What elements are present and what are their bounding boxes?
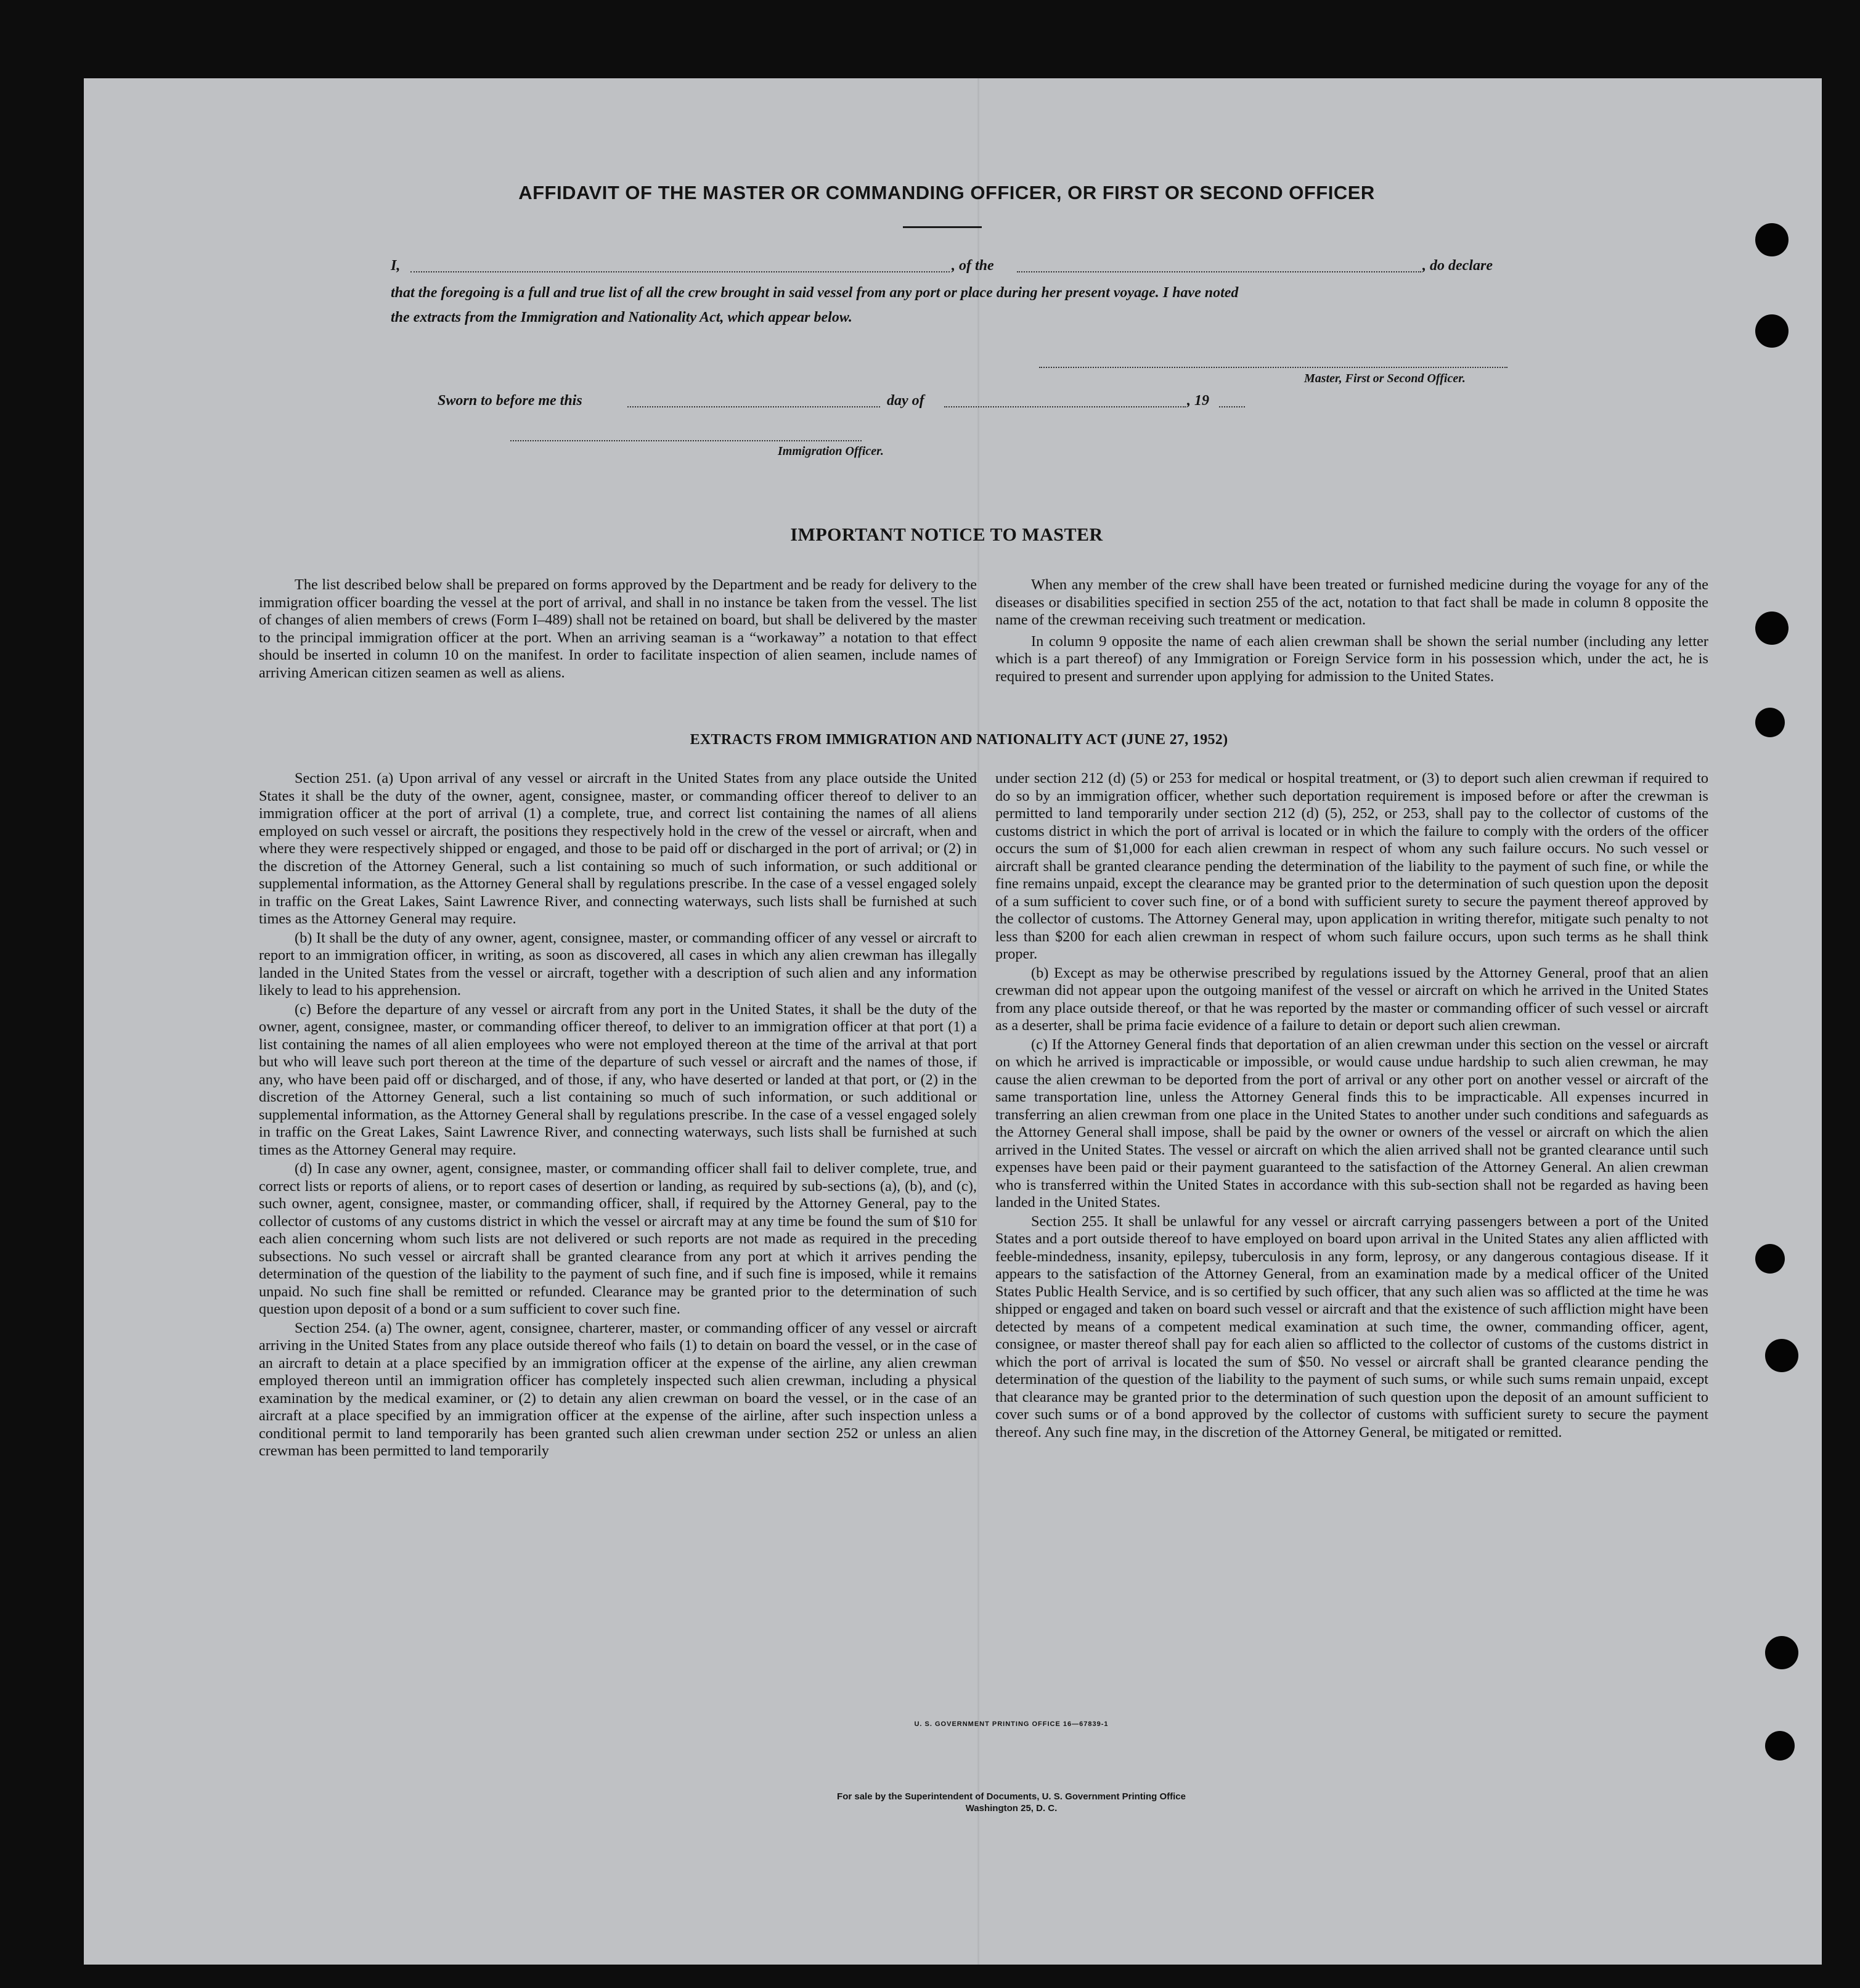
notice-title: IMPORTANT NOTICE TO MASTER (790, 525, 1103, 545)
notice-right-column (995, 576, 1708, 687)
extracts-left-column (259, 770, 977, 1462)
title-rule (903, 226, 982, 228)
act-section-paragraph: (c) If the Attorney General finds that deportation of an alien crewman under this section on the vessel or aircraft on which he arrived is impracticable or impossible, or would cause undue hardship to such alien crewman, he may cause the alien crewman to be deported from the port of arrival or any other port on another vessel or aircraft of the same transportation line, unless the Attorney General finds this to be impracticable. All expenses incurred in transferring an alien crewman from one place in the United States to another under such conditions and safeguards as the Attorney General shall impose, shall be paid by the owner or owners of the vessel or aircraft on which the alien arrived in the United States. The vessel or aircraft on which the alien arrived shall not be granted clearance until such expenses have been paid or their payment guaranteed to the satisfaction of the Attorney General. An alien crewman who is transferred within the United States in accordance with this sub-section shall not be regarded as having been landed in the United States. (995, 1036, 1708, 1211)
form-sheet (84, 78, 1822, 1965)
affidavit-statement-line: the extracts from the Immigration and Nationality Act, which appear below. (391, 309, 852, 325)
sworn-day-blank-line[interactable] (627, 406, 880, 407)
extracts-right-column (995, 770, 1708, 1442)
officer-signature-caption: Immigration Officer. (778, 444, 884, 458)
officer-signature-line[interactable] (510, 440, 862, 441)
act-section-paragraph: (b) Except as may be otherwise prescribed by regulations issued by the Attorney General, proof that an alien crewman did not appear upon the outgoing manifest of the vessel or aircraft on which he arrived in the United States from any place outside thereof, or that he was reported by the master or commanding officer of such vessel or aircraft as a deserter, shall be prima facie evidence of a failure to detain or deport such alien crewman. (995, 964, 1708, 1034)
sworn-year-blank-line[interactable] (1219, 406, 1245, 407)
act-section-paragraph: Section 255. It shall be unlawful for any vessel or aircraft carrying passengers between a port of the United States and a port outside thereof to have employed on board upon arrival in the United States any alien afflicted with feeble-mindedness, insanity, epilepsy, tuberculosis in any form, leprosy, or any dangerous contagious disease. If it appears to the satisfaction of the Attorney General, from an examination made by a medical officer of the United States Public Health Service, and is so certified by such officer, that any such alien was so afflicted at the time he was shipped or engaged and taken on board such vessel or aircraft and that the existence of such affliction might have been detected by means of a competent medical examination at such time, the owner, commanding officer, agent, consignee, or master thereof shall pay for each alien so afflicted to the collector of customs of the customs district in which the port of arrival is located the sum of $50. No vessel or aircraft shall be granted clearance pending the determination of the question of the liability to the payment of such sums, or while such sums remain unpaid, except that clearance may be granted prior to the determination of such question upon the deposit of an amount sufficient to cover such sums or of a bond approved by the collector of customs with sufficient surety to secure the payment thereof. Any such fine may, in the discretion of the Attorney General, be mitigated or remitted. (995, 1213, 1708, 1441)
master-signature-line[interactable] (1039, 367, 1507, 368)
sworn-prefix-label: Sworn to before me this (438, 393, 582, 409)
punch-hole (1765, 1636, 1798, 1669)
master-signature-caption: Master, First or Second Officer. (1304, 372, 1466, 385)
affidavit-title: AFFIDAVIT OF THE MASTER OR COMMANDING OFFICER, OR FIRST OR SECOND OFFICER (518, 182, 1375, 203)
printing-office-imprint: U. S. GOVERNMENT PRINTING OFFICE 16—67839-1 (914, 1720, 1109, 1728)
sale-notice-line: For sale by the Superintendent of Documents, U. S. Government Printing Office (837, 1791, 1186, 1802)
act-section-paragraph: (c) Before the departure of any vessel or aircraft from any port in the United States, it shall be the duty of the owner, agent, consignee, master, or commanding officer thereof, to deliver to an immigration officer at that port (1) a list containing the names of all alien employees who were not employed thereon at the time of the arrival at that port but who will leave such port thereon at the time of the departure of such vessel or aircraft and the names of those, if any, who have been paid off or discharged, and of those, if any, who have deserted or landed at that port, or (2) in the discretion of the Attorney General, such a list containing so much of such information, or such additional or supplemental information, as the Attorney General shall by regulations prescribe. In the case of a vessel engaged solely in traffic on the Great Lakes, Saint Lawrence River, and connecting waterways, such lists shall be furnished at such times as the Attorney General may require. (259, 1000, 977, 1158)
act-section-paragraph: Section 254. (a) The owner, agent, consignee, charterer, master, or commanding officer of any vessel or aircraft arriving in the United States from any place outside thereof who fails (1) to detain on board the vessel, or in the case of an aircraft to detain at a place specified by an immigration officer at the expense of the airline, any alien crewman employed thereon until an immigration officer has completely inspected such alien crewman, including a physical examination by the medical examiner, or (2) to detain any alien crewman on board the vessel, or in the case of an aircraft at a place specified by an immigration officer at the expense of the airline, after such inspection unless a conditional permit to land temporarily has been granted such alien crewman under section 252 or unless an alien crewman has been permitted to land temporarily (259, 1319, 977, 1459)
notice-paragraph: When any member of the crew shall have been treated or furnished medicine during the voyage for any of the diseases or disabilities specified in section 255 of the act, notation to that fact shall be made in column 8 opposite the name of the crewman receiving such treatment or medication. (995, 576, 1708, 628)
sale-notice-line: Washington 25, D. C. (965, 1803, 1058, 1814)
sworn-day-of-label: day of (887, 393, 924, 409)
sworn-month-blank-line[interactable] (944, 406, 1186, 407)
punch-hole (1765, 1731, 1795, 1761)
act-section-paragraph: (d) In case any owner, agent, consignee, master, or commanding officer shall fail to deliver complete, true, and correct lists or reports of aliens, or to report cases of desertion or landing, as required by sub-sections (a), (b), and (c), such owner, agent, consignee, master, or commanding officer, shall, if required by the Attorney General, pay to the collector of customs of any customs district in which the vessel or aircraft may at any time be found the sum of $10 for each alien concerning whom such lists are not delivered or such reports are not made as required in the preceding subsections. No such vessel or aircraft shall be granted clearance from any port at which it arrives pending the determination of the question of the liability to the payment of such fine, and if such fine is imposed, while it remains unpaid. No such fine shall be remitted or refunded. Clearance may be granted prior to the determination of such question upon deposit of a bond or a sum sufficient to cover such fine. (259, 1160, 977, 1317)
punch-hole (1755, 708, 1785, 737)
affidavit-of-the-label: , of the (952, 258, 994, 274)
affidavit-declare-label: , do declare (1422, 258, 1493, 274)
act-section-paragraph: Section 251. (a) Upon arrival of any vessel or aircraft in the United States from any place outside the United States it shall be the duty of the owner, agent, consignee, master, or commanding officer thereof to deliver to an immigration officer at the port of arrival (1) a complete, true, and correct list containing the names of all aliens employed on such vessel or aircraft, the positions they respectively hold in the crew of the vessel or aircraft, when and where they were respectively shipped or engaged, and those to be paid off or discharged in the port of arrival; or (2) in the discretion of the Attorney General, such a list containing so much of such information, or such additional or supplemental information, as the Attorney General shall by regulations prescribe. In the case of a vessel engaged solely in traffic on the Great Lakes, Saint Lawrence River, and connecting waterways, such lists shall be furnished at such times as the Attorney General may require. (259, 770, 977, 927)
extracts-title: EXTRACTS FROM IMMIGRATION AND NATIONALITY ACT (JUNE 27, 1952) (690, 732, 1228, 748)
sworn-year-label: , 19 (1187, 393, 1209, 409)
punch-hole (1755, 1244, 1785, 1274)
sale-notice (703, 1791, 1320, 1814)
name-blank-line[interactable] (410, 271, 950, 272)
affidavit-statement-line: that the foregoing is a full and true list of all the crew brought in said vessel from any port or place during her present voyage. I have noted (391, 285, 1239, 301)
act-section-paragraph: (b) It shall be the duty of any owner, agent, consignee, master, or commanding officer of any vessel or aircraft to report to an immigration officer, in writing, as soon as discovered, all cases in which any alien crewman has illegally landed in the United States from the vessel or aircraft, together with a description of such alien and any information likely to lead to his apprehension. (259, 929, 977, 999)
notice-paragraph: In column 9 opposite the name of each alien crewman shall be shown the serial number (including any letter which is a part thereof) of any Immigration or Foreign Service form in his possession which, under the act, he is required to present and surrender upon applying for admission to the United States. (995, 632, 1708, 685)
punch-hole (1765, 1339, 1798, 1372)
vessel-blank-line[interactable] (1017, 271, 1421, 272)
punch-hole (1755, 612, 1789, 645)
notice-paragraph: The list described below shall be prepared on forms approved by the Department and be ready for delivery to the immigration officer boarding the vessel at the port of arrival, and shall in no instance be taken from the vessel. The list of changes of alien members of crews (Form I–489) shall not be retained on board, but shall be delivered by the master to the principal immigration officer at the port. When an arriving seaman is a “workaway” a notation to that effect should be inserted in column 10 on the manifest. In order to facilitate inspection of alien seamen, include names of arriving American citizen seamen as well as aliens. (259, 576, 977, 681)
act-section-paragraph: under section 212 (d) (5) or 253 for medical or hospital treatment, or (3) to deport such alien crewman if required to do so by an immigration officer, whether such deportation requirement is imposed before or after the crewman is permitted to land temporarily under section 212 (d) (5), 252, or 253, shall pay to the collector of customs of the customs district in which the port of arrival is located or in which the failure to comply with the orders of the officer occurs the sum of $1,000 for each alien crewman in respect of whom any such failure occurs. No such vessel or aircraft shall be granted clearance pending the determination of the liability to the payment of such fine, or while the fine remains unpaid, except the clearance may be granted prior to the determination of such question upon the deposit of a sum sufficient to cover such fine, or of a bond with sufficient surety to secure the payment thereof approved by the collector of customs. The Attorney General may, upon application in writing therefor, mitigate such penalty to not less than $200 for each alien crewman in respect of whom such failure occurs, upon such terms as he shall think proper. (995, 770, 1708, 962)
notice-left-column (259, 576, 977, 683)
punch-hole (1755, 223, 1789, 256)
affidavit-i-label: I, (391, 258, 401, 274)
punch-hole (1755, 314, 1789, 348)
